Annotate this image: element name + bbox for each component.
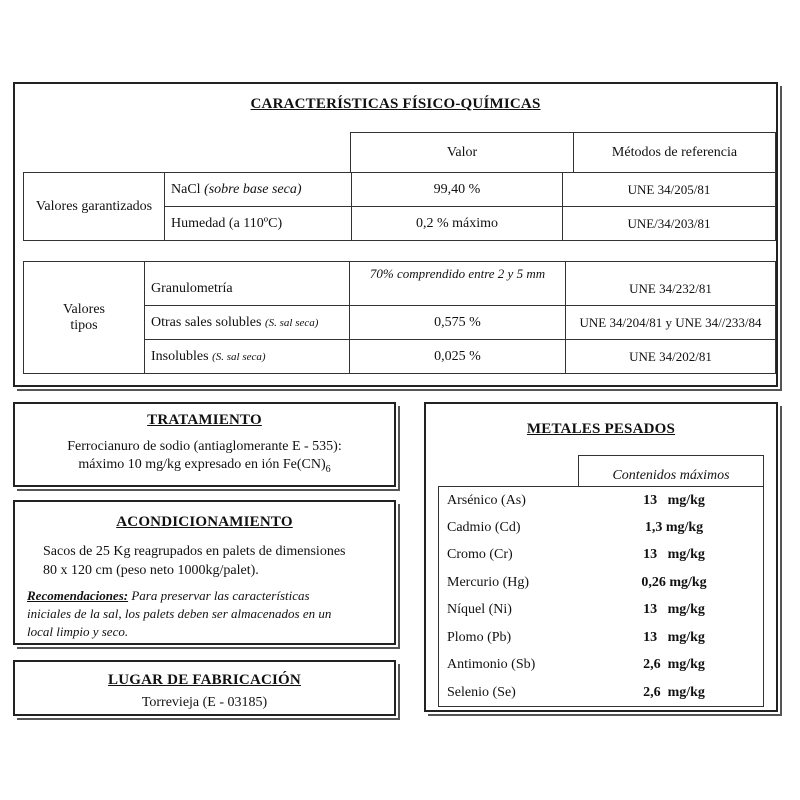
metal-row: [439, 542, 764, 570]
tratamiento-title: TRATAMIENTO: [147, 412, 262, 428]
nacl-method: UNE 34/205/81: [563, 173, 776, 207]
metales-table: [438, 486, 764, 707]
contenidos-header: Contenidos máximos: [579, 456, 764, 487]
tratamiento-text: [15, 438, 394, 479]
metales-header-table: [578, 455, 764, 487]
humedad-value: 0,2 % máximo: [352, 207, 563, 241]
acondicionamiento-line1: Sacos de 25 Kg reagrupados en palets de dimensiones: [43, 544, 346, 559]
insolubles-name: Insolubles (S. sal seca): [145, 340, 350, 374]
humedad-name: Humedad (a 110ºC): [165, 207, 352, 241]
lugar-title: LUGAR DE FABRICACIÓN: [108, 672, 301, 688]
metal-name: Plomo (Pb): [447, 629, 512, 645]
fq-panel: [13, 82, 778, 387]
nacl-value: 99,40 %: [352, 173, 563, 207]
tratamiento-line1: Ferrocianuro de sodio (antiaglomerante E - 535):: [67, 439, 342, 454]
tipos-table: [23, 261, 776, 374]
metal-value: 2,6 mg/kg: [643, 684, 705, 700]
metal-row: [439, 624, 764, 652]
fq-title: CARACTERÍSTICAS FÍSICO-QUÍMICAS: [250, 96, 541, 112]
granulometria-name: Granulometría: [145, 262, 350, 306]
metal-value: 13 mg/kg: [643, 629, 705, 645]
granulometria-value: 70% comprendido entre 2 y 5 mm: [350, 262, 566, 306]
metal-name: Cromo (Cr): [447, 547, 513, 563]
garantizados-group-label: Valores garantizados: [24, 173, 165, 241]
metal-value: 2,6 mg/kg: [643, 657, 705, 673]
metal-value: 13 mg/kg: [643, 492, 705, 508]
insolubles-value: 0,025 %: [350, 340, 566, 374]
acondicionamiento-text: [43, 542, 345, 580]
metal-row: [439, 487, 764, 515]
acondicionamiento-line2: 80 x 120 cm (peso neto 1000kg/palet).: [43, 563, 259, 578]
tipos-group-label: Valores tipos: [24, 262, 145, 374]
insolubles-method: UNE 34/202/81: [566, 340, 776, 374]
recomendaciones-label: Recomendaciones:: [27, 588, 129, 603]
metal-value: 0,26 mg/kg: [641, 574, 707, 590]
otras-sales-name: Otras sales solubles (S. sal seca): [145, 306, 350, 340]
recomendaciones-text: Recomendaciones: Para preservar las características iniciales de la sal, los palets deben ser almacenados en un local limpio y seco.: [27, 588, 332, 639]
metal-row: [439, 514, 764, 542]
lugar-panel: [13, 660, 396, 716]
metal-name: Mercurio (Hg): [447, 574, 530, 590]
metal-name: Níquel (Ni): [447, 602, 512, 618]
metal-name: Selenio (Se): [447, 684, 516, 700]
metal-name: Antimonio (Sb): [447, 657, 536, 673]
acondicionamiento-panel: [13, 500, 396, 645]
metales-panel: [424, 402, 778, 712]
metal-row: [439, 597, 764, 625]
garantizados-table: [23, 172, 776, 241]
metal-row: [439, 569, 764, 597]
humedad-method: UNE/34/203/81: [563, 207, 776, 241]
metal-name: Cadmio (Cd): [447, 519, 521, 535]
acondicionamiento-title: ACONDICIONAMIENTO: [116, 514, 293, 530]
metal-value: 13 mg/kg: [643, 547, 705, 563]
col-valor-header: Valor: [351, 133, 574, 173]
col-metodos-header: Métodos de referencia: [574, 133, 776, 173]
tratamiento-panel: [13, 402, 396, 487]
fq-header-table: [350, 132, 776, 173]
metal-name: Arsénico (As): [447, 492, 526, 508]
otras-sales-method: UNE 34/204/81 y UNE 34//233/84: [566, 306, 776, 340]
metal-row: [439, 679, 764, 707]
metal-value: 1,3 mg/kg: [644, 519, 704, 535]
tratamiento-line2: máximo 10 mg/kg expresado en ión $Fe(CN)_6$: [78, 457, 331, 475]
metal-row: [439, 652, 764, 680]
otras-sales-value: 0,575 %: [350, 306, 566, 340]
granulometria-method: UNE 34/232/81: [566, 262, 776, 306]
metales-title: METALES PESADOS: [526, 421, 676, 437]
nacl-name: NaCl (sobre base seca): [165, 173, 352, 207]
metal-value: 13 mg/kg: [643, 602, 705, 618]
lugar-value: Torrevieja (E - 03185): [141, 695, 268, 710]
